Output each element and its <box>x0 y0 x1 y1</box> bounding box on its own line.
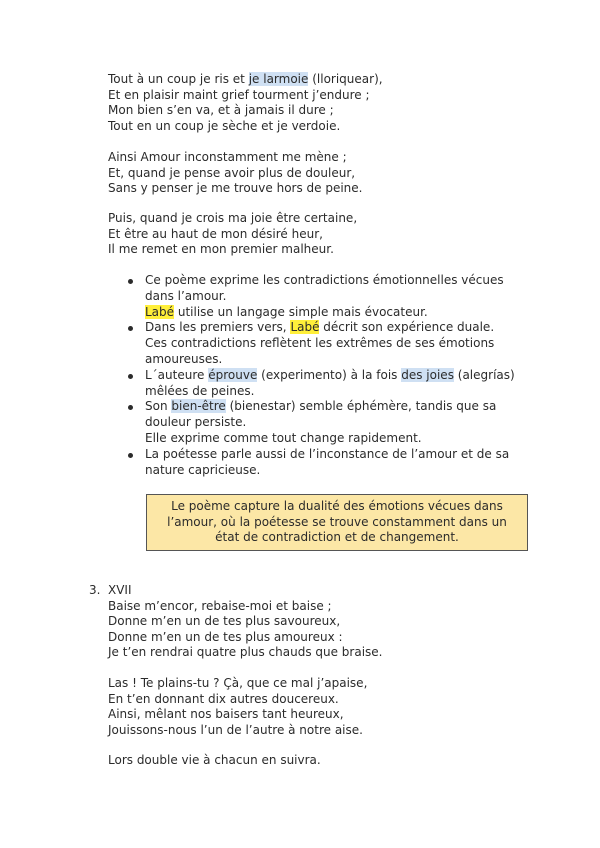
highlight-yellow: Labé <box>290 320 320 335</box>
poem-line: Il me remet en mon premier malheur. <box>108 242 334 256</box>
bullet-text: Ce poème exprime les contradictions émotionnelles vécues <box>145 273 504 287</box>
bullet-text: douleur persiste. <box>145 415 247 430</box>
poem-line: Je t’en rendrai quatre plus chauds que braise. <box>108 645 383 659</box>
poem-line: Donne m’en un de tes plus amoureux : <box>108 629 343 644</box>
bullet-text <box>145 305 546 321</box>
poem-line: Mon bien s’en va, et à jamais il dure ; <box>108 103 334 117</box>
text-span: Dans les premiers vers, <box>145 320 291 335</box>
highlight-blue: des joies <box>401 367 454 382</box>
highlight-blue: je larmoie <box>248 72 309 86</box>
text-span: (bienestar) semble éphémère, tandis que sa <box>225 399 497 414</box>
bullet-dot-icon <box>128 326 133 331</box>
poem-line: Lors double vie à chacun en suivra. <box>108 753 321 767</box>
bullet-dot-icon <box>128 453 133 458</box>
bullet-text: La poétesse parle aussi de l’inconstance de l’amour et de sa <box>145 446 510 461</box>
text-span: L´auteure <box>145 367 209 382</box>
bullet-item <box>126 273 546 320</box>
poem-line: Et être au haut de mon désiré heur, <box>108 226 323 241</box>
bullet-text: mêlées de peines. <box>145 383 255 398</box>
summary-line: l’amour, où la poétesse se trouve constamment dans un <box>167 514 507 529</box>
poem2-stanza-3 <box>108 753 321 769</box>
summary-line: Le poème capture la dualité des émotions vécues dans <box>171 499 503 513</box>
poem-line: Donne m’en un de tes plus savoureux, <box>108 614 341 628</box>
bullet-text <box>145 399 546 415</box>
bullet-item <box>126 447 546 479</box>
summary-callout-box <box>146 494 528 551</box>
bullet-item <box>126 320 546 367</box>
bullet-dot-icon <box>128 374 133 379</box>
text-span: Son <box>145 399 172 414</box>
poem-title: XVII <box>108 583 132 597</box>
bullet-text: Elle exprime comme tout change rapidement. <box>145 430 422 445</box>
highlight-blue: éprouve <box>208 367 258 382</box>
poem-stanza-2 <box>108 150 362 197</box>
bullet-text <box>145 320 546 336</box>
text-span: Tout à un coup je ris et <box>108 72 249 86</box>
poem-stanza-3 <box>108 211 357 258</box>
bullet-text: nature capricieuse. <box>145 462 261 477</box>
bullet-text <box>145 368 546 384</box>
bullet-text: dans l’amour. <box>145 288 227 303</box>
text-span: (lloriquear), <box>308 72 383 86</box>
highlight-yellow: Labé <box>145 304 175 319</box>
poem-line <box>108 72 383 88</box>
bullet-text: Ces contradictions reflètent les extrêmes de ses émotions <box>145 336 495 351</box>
analysis-bullet-list <box>126 273 546 478</box>
text-span: utilise un langage simple mais évocateur. <box>174 304 428 319</box>
poem-line: Tout en un coup je sèche et je verdoie. <box>108 118 341 133</box>
text-span: (alegrías) <box>453 367 515 382</box>
bullet-dot-icon <box>128 279 133 284</box>
summary-line: état de contradiction et de changement. <box>215 530 459 544</box>
text-span: décrit son expérience duale. <box>319 320 495 335</box>
bullet-dot-icon <box>128 405 133 410</box>
poem2-stanza-2 <box>108 676 367 738</box>
poem-line: Et en plaisir maint grief tourment j’endure ; <box>108 87 370 102</box>
poem2-stanza-1 <box>108 583 383 661</box>
poem-line: Las ! Te plains-tu ? Çà, que ce mal j’apaise, <box>108 676 368 690</box>
poem-line: Ainsi Amour inconstamment me mène ; <box>108 150 347 164</box>
poem-line: Puis, quand je crois ma joie être certaine, <box>108 211 358 225</box>
text-span: (experimento) à la fois <box>257 367 402 382</box>
poem-line: Sans y penser je me trouve hors de peine. <box>108 181 363 195</box>
section-number: 3. <box>89 583 101 597</box>
poem-stanza-1 <box>108 72 383 134</box>
poem-line: Jouissons-nous l’un de l’autre à notre aise. <box>108 722 363 737</box>
bullet-text: amoureuses. <box>145 351 223 366</box>
bullet-item <box>126 368 546 400</box>
poem-line: Et, quand je pense avoir plus de douleur, <box>108 165 356 180</box>
poem-line: En t’en donnant dix autres doucereux. <box>108 691 339 706</box>
bullet-item <box>126 399 546 446</box>
poem-line: Baise m’encor, rebaise-moi et baise ; <box>108 598 332 613</box>
highlight-blue: bien-être <box>171 399 226 414</box>
poem-line: Ainsi, mêlant nos baisers tant heureux, <box>108 707 344 721</box>
